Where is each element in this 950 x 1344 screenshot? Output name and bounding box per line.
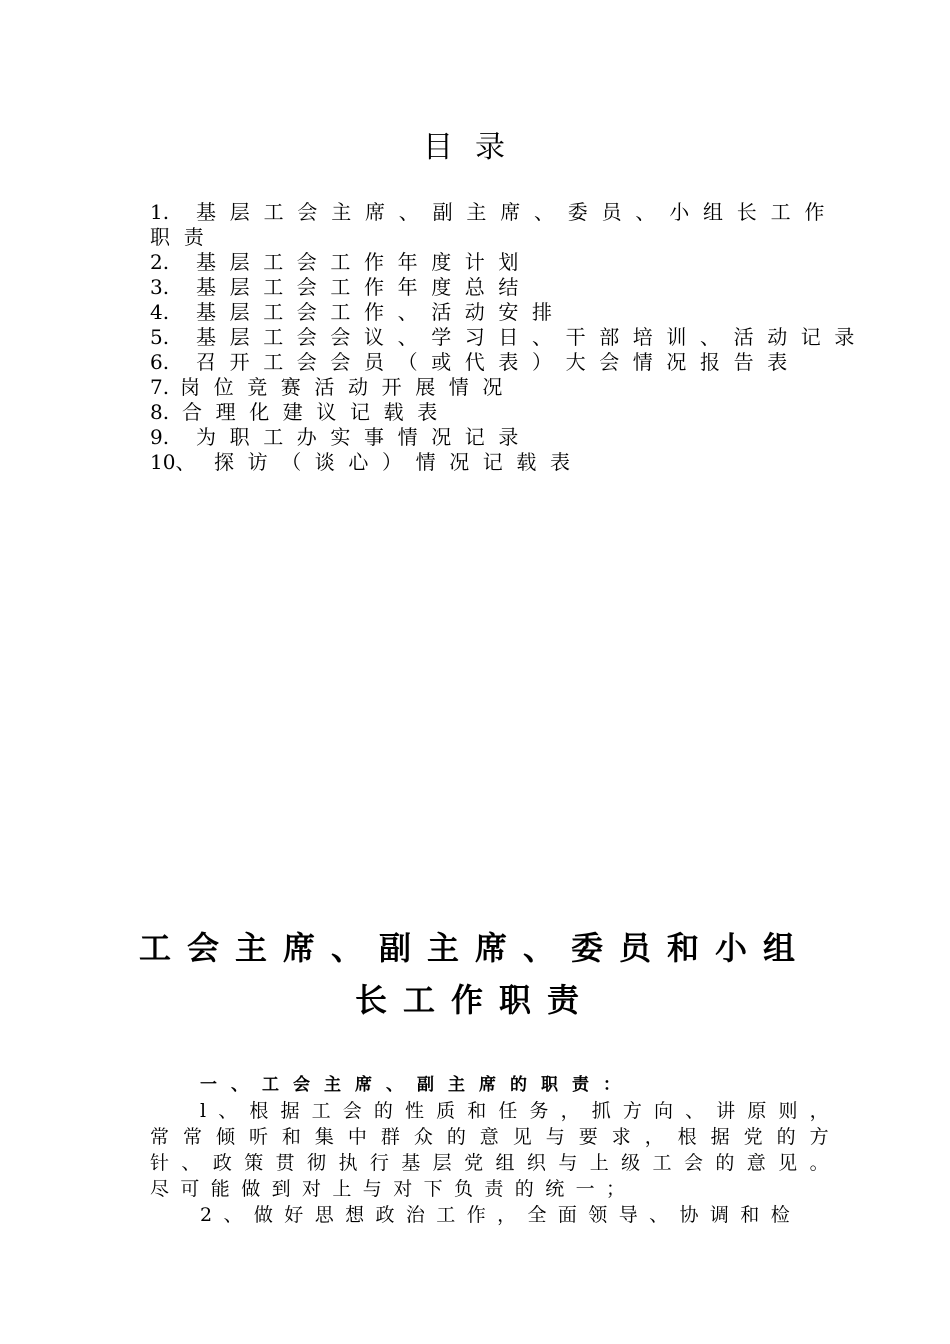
toc-item-text: 基层工会会议、学习日、干部培训、活动记录 [196, 325, 868, 349]
toc-item-number: 6. [150, 350, 170, 374]
toc-item-number: 2. [150, 250, 170, 274]
toc-item-number: 9. [150, 425, 170, 449]
toc-item-text: 基层工会主席、副主席、委员、小组长工作职责 [150, 200, 839, 249]
toc-item-text: 基层工会工作年度总结 [196, 275, 532, 299]
section-title-line: 工会主席、副主席、委员和小组 [138, 929, 811, 967]
toc-list [150, 200, 868, 475]
toc-item-text: 探访（谈心）情况记载表 [214, 450, 584, 474]
toc-item [150, 325, 868, 350]
toc-item [150, 375, 840, 400]
toc-title: 目录 [423, 130, 527, 165]
toc-item-number: 5. [150, 325, 170, 349]
sub-heading: 一、工会主席、副主席的职责： [200, 1075, 634, 1095]
paragraph: 2、做好思想政治工作，全面领导、协调和检 [200, 1204, 802, 1226]
section-body [150, 1072, 840, 1228]
toc-item [150, 300, 840, 325]
toc-item [150, 200, 840, 250]
toc-item [150, 275, 840, 300]
toc-item-number: 8. [150, 400, 170, 424]
toc-item [150, 425, 840, 450]
toc-item [150, 400, 840, 425]
toc-item-number: 10、 [150, 450, 196, 474]
toc-item [150, 350, 840, 375]
toc-item-text: 基层工会工作年度计划 [196, 250, 532, 274]
toc-item-number: 1. [150, 200, 170, 224]
toc-item-number: 3. [150, 275, 170, 299]
toc-item-text: 基层工会工作、活动安排 [196, 300, 566, 324]
toc-item [150, 450, 840, 475]
toc-item-number: 7. [150, 375, 170, 399]
toc-item-text: 召开工会会员（或代表）大会情况报告表 [196, 350, 801, 374]
toc-item-number: 4. [150, 300, 170, 324]
toc-item-text: 合理化建议记载表 [182, 400, 451, 424]
section-title-line: 长工作职责 [354, 981, 595, 1019]
toc-item [150, 250, 840, 275]
paragraph: l、根据工会的性质和任务，抓方向、讲原则，常常倾听和集中群众的意见与要求，根据党的方针、政策贯彻执行基层党组织与上级工会的意见。尽可能做到对上与对下负责的统一； [150, 1100, 840, 1200]
toc-item-text: 岗位竞赛活动开展情况 [180, 375, 516, 399]
section-title [0, 922, 950, 1026]
toc-item-text: 为职工办实事情况记录 [196, 425, 532, 449]
